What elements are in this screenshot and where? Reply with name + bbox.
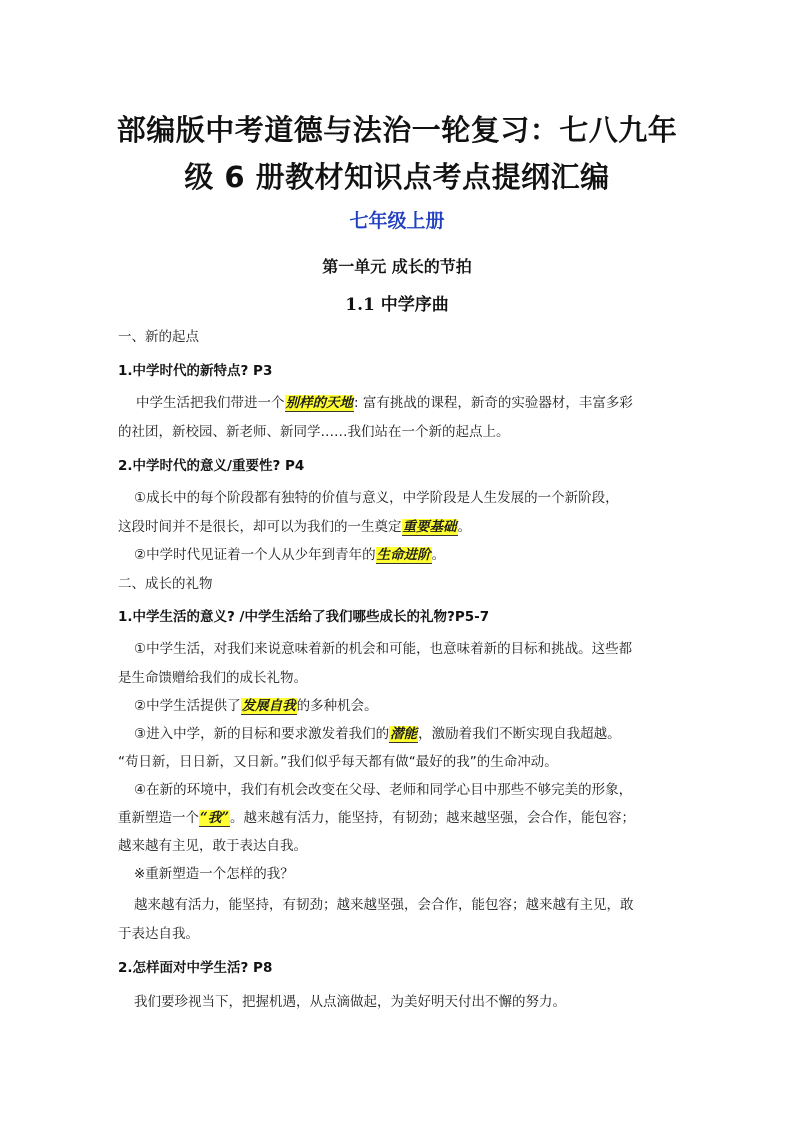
text: ②中学生活提供了 [134,698,241,714]
paragraph-3a: ①中学生活，对我们来说意味着新的机会和可能，也意味着新的目标和挑战。这些都 [134,641,633,657]
paragraph-3i: ※重新塑造一个怎样的我？ [134,866,294,882]
question-1: 1.中学时代的新特点? P3 [118,363,273,379]
question-4: 2.怎样面对中学生活? P8 [118,960,273,976]
paragraph-3c [134,694,378,714]
text: : 富有挑战的课程，新奇的实验器材，丰富多彩 [354,395,633,411]
text: 的多种机会。 [296,698,378,714]
highlight-keyword: 发展自我 [241,698,296,714]
text: ，激励着我们不断实现自我超越。 [418,726,621,742]
paragraph-3k: 于表达自我。 [118,926,199,942]
section-heading-2: 二、成长的礼物 [118,576,213,592]
text: ③进入中学，新的目标和要求激发着我们的 [134,726,390,742]
grade-heading: 七年级上册 [349,210,445,232]
section-heading-1: 一、新的起点 [118,329,199,345]
paragraph-1a [136,391,633,411]
question-2: 2.中学时代的意义/重要性? P4 [118,458,305,474]
text: 。越来越有活力，能坚持，有韧劲；越来越坚强，会合作，能包容； [230,810,636,826]
paragraph-3d [134,722,621,742]
paragraph-3e: “苟日新，日日新，又日新。”我们似乎每天都有做“最好的我”的生命冲动。 [118,754,558,770]
lesson-heading: 1.1 中学序曲 [345,295,449,315]
paragraph-1b: 的社团，新校园、新老师、新同学……我们站在一个新的起点上。 [118,424,510,440]
paragraph-4: 我们要珍视当下，把握机遇，从点滴做起，为美好明天付出不懈的努力。 [134,994,566,1010]
paragraph-3b: 是生命馈赠给我们的成长礼物。 [118,670,307,686]
document-title-line1: 部编版中考道德与法治一轮复习：七八九年 [116,113,678,147]
highlight-keyword: 生命进阶 [376,547,431,563]
text: 中学生活把我们带进一个 [136,395,285,411]
paragraph-2c [134,543,445,563]
paragraph-2a: ①成长中的每个阶段都有独特的价值与意义，中学阶段是人生发展的一个新阶段， [134,490,619,506]
document-title-line2: 级 6 册教材知识点考点提纲汇编 [184,160,610,194]
text: 。 [431,547,446,563]
highlight-keyword: 别样的天地 [285,395,353,411]
text: ②中学时代见证着一个人从少年到青年的 [134,547,376,563]
text: 这段时间并不是很长，却可以为我们的一生奠定 [118,519,402,535]
unit-heading: 第一单元 成长的节拍 [322,257,472,276]
highlight-keyword: “我” [200,810,230,826]
paragraph-3h: 越来越有主见，敢于表达自我。 [118,838,307,854]
text: 重新塑造一个 [118,810,199,826]
question-3: 1.中学生活的意义? /中学生活给了我们哪些成长的礼物?P5-7 [118,609,490,625]
paragraph-2b [118,515,471,535]
highlight-keyword: 重要基础 [402,519,457,535]
paragraph-3g [118,806,635,826]
text: 。 [457,519,471,535]
paragraph-3f: ④在新的环境中，我们有机会改变在父母、老师和同学心目中那些不够完美的形象， [134,782,633,798]
paragraph-3j: 越来越有活力，能坚持，有韧劲；越来越坚强，会合作，能包容；越来越有主见，敢 [134,897,634,913]
highlight-keyword: 潜能 [390,726,418,742]
